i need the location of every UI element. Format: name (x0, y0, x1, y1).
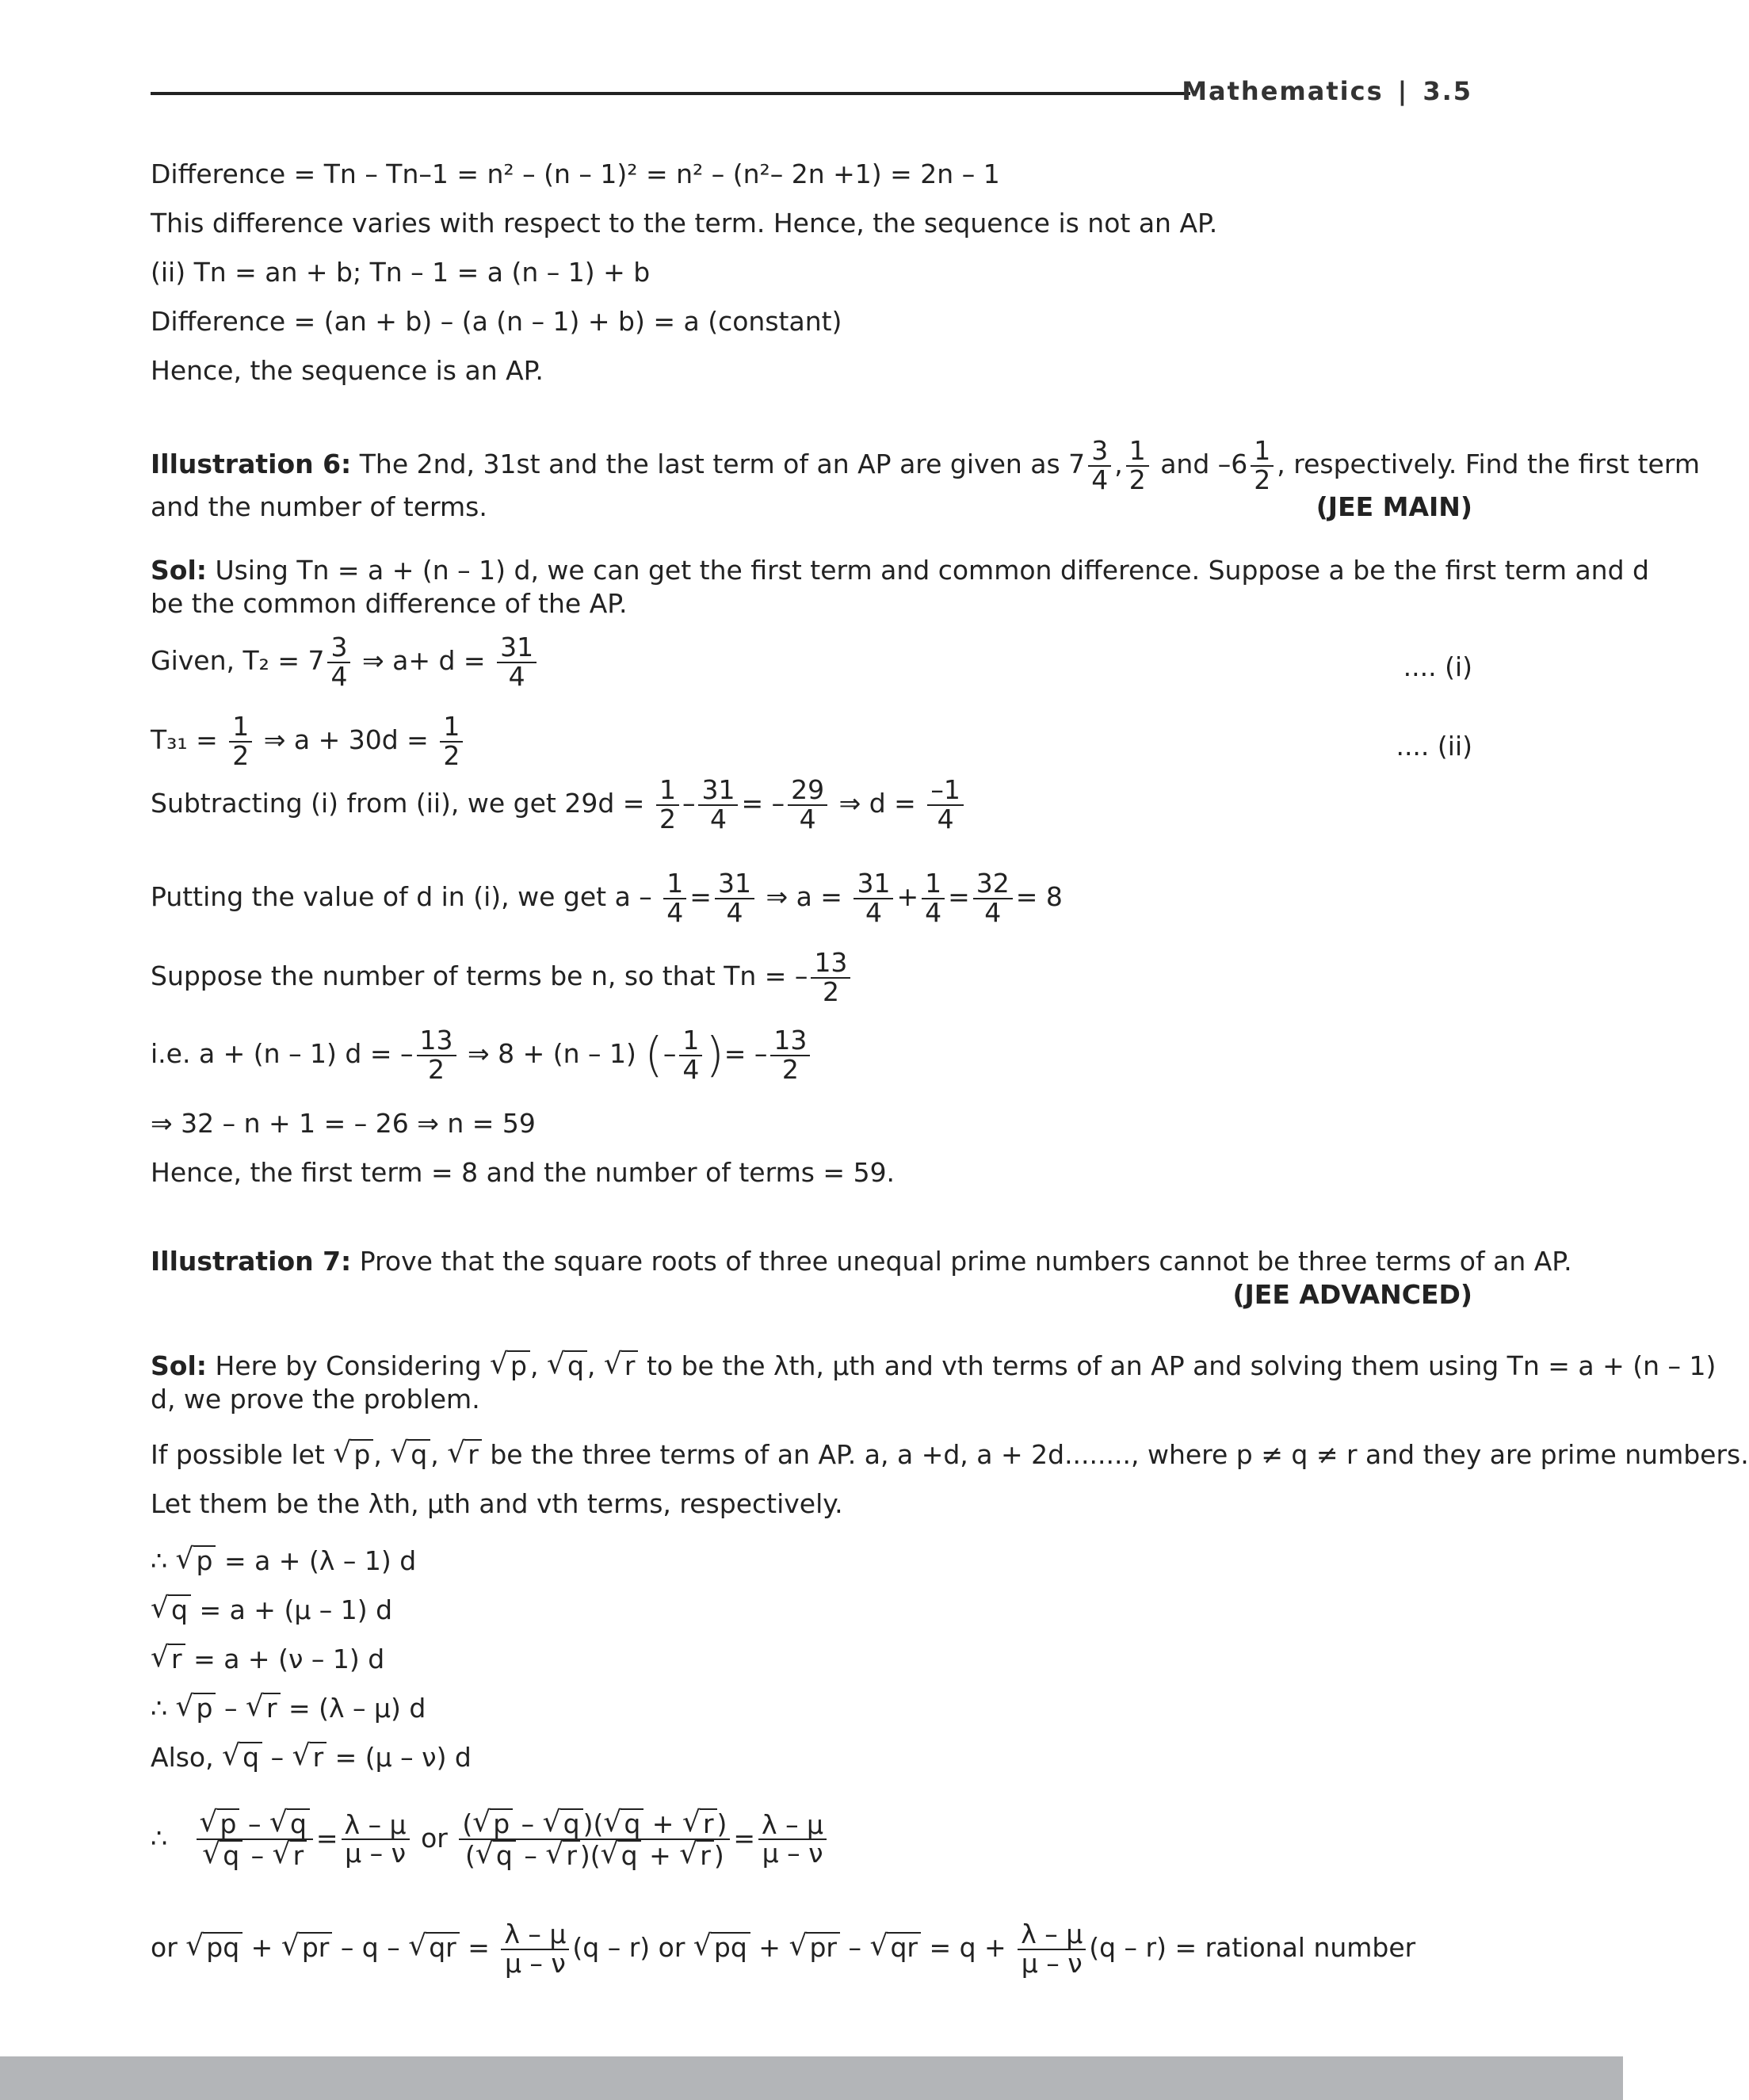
sqrt-p: √ p (350, 1439, 373, 1469)
illustration-7-text: Prove that the square roots of three unequal prime numbers cannot be three terms of an AP. (359, 1246, 1572, 1277)
sol-6-line-1 (151, 555, 1649, 586)
fraction: $\frac{32}{4}$ (973, 870, 1013, 926)
fraction-1-2b: $\frac{1}{2}$ (1251, 437, 1274, 494)
sqrt-p: √ p (193, 1545, 216, 1575)
eq-q-minus-r: Also, √ q – √ r = (μ – ν) d (151, 1742, 472, 1773)
rational-number-text: = rational number (1174, 1932, 1416, 1964)
putting-line: Putting the value of d in (i), we get a – $\frac{1}{4}$ = $\frac{31}{4}$ ⇒ a = $\frac{31}{4}$ + $\frac{1}{4}$ = $\frac{32}{4}$ = 8 (151, 868, 1063, 928)
t31-text: T₃₁ = (151, 724, 218, 756)
suppose-text: Suppose the number of terms be n, so that Tn = – (151, 960, 808, 992)
ie-text: i.e. a + (n – 1) d = – (151, 1038, 414, 1070)
fraction: $\frac{29}{4}$ (788, 777, 827, 833)
fraction: $\frac{1}{4}$ (922, 870, 945, 926)
illustration-6-text-a: The 2nd, 31st and the last term of an AP are given as 7 (359, 449, 1086, 480)
illustration-6-statement: Illustration 6: The 2nd, 31st and the last term of an AP are given as 7 $\frac{3}{4}$ , $\frac{1}{2}$ and –6 $\frac{1}{2}$ , respectively. Find the first term (151, 435, 1700, 495)
fraction: $\frac{\lambda - \mu}{\mu - \nu}$ (342, 1812, 410, 1868)
fraction-3-4: $\frac{3}{4}$ (1088, 437, 1111, 494)
given-line (151, 634, 540, 690)
eq-p-minus-r: ∴ √ p – √ r = (λ – μ) d (151, 1693, 426, 1724)
t31-line (151, 713, 466, 769)
fraction: $\frac{1}{4}$ (679, 1027, 702, 1083)
header-separator: | (1397, 76, 1409, 106)
therefore-symbol: ∴ (151, 1822, 167, 1854)
t31-arrow: ⇒ a + 30d = (263, 724, 429, 756)
sol-7-line-1: Sol: Here by Considering √ p , √ q , √ r to be the λth, μth and vth terms of an AP and solving them using Tn = a + (n – 1) (151, 1350, 1716, 1381)
eq-sqrt-q-rhs: = a + (μ – 1) d (199, 1594, 393, 1625)
also-text: Also, (151, 1742, 214, 1773)
fraction: $\frac{-1}{4}$ (927, 777, 964, 833)
sqrt-r: √ r (621, 1350, 639, 1380)
given-arrow: ⇒ a+ d = (361, 645, 486, 677)
illustration-6-text-b: and –6 (1160, 449, 1248, 480)
if-possible-line: If possible let √ p , √ q , √ r be the three terms of an AP. a, a +d, a + 2d........, where p ≠ q ≠ r and they are prime numbers. (151, 1439, 1749, 1470)
sqrt-q: √ q (239, 1742, 262, 1772)
fraction: $\frac{13}{2}$ (417, 1027, 456, 1083)
or-text: or (421, 1822, 448, 1854)
or-text: or (151, 1932, 178, 1964)
fraction: $\frac{\lambda - \mu}{\mu - \nu}$ (1018, 1921, 1086, 1977)
illustration-6-text-c: , respectively. Find the first term (1277, 449, 1700, 480)
illustration-7-statement (151, 1246, 1572, 1277)
illustration-6-label: Illustration 6: (151, 449, 352, 480)
difference-line-2: Difference = (an + b) – (a (n – 1) + b) = a (constant) (151, 306, 842, 337)
d-arrow: ⇒ d = (838, 788, 916, 819)
fraction: $\frac{1}{4}$ (663, 870, 686, 926)
n-equals-59-line: ⇒ 32 – n + 1 = – 26 ⇒ n = 59 (151, 1108, 536, 1139)
sol-7-text-a: Here by Considering (215, 1350, 482, 1381)
fraction: $\frac{31}{4}$ (698, 777, 738, 833)
eq-q-minus-r-rhs: = (μ – ν) d (334, 1742, 472, 1773)
fraction: $\frac{\lambda - \mu}{\mu - \nu}$ (758, 1812, 827, 1868)
running-header (1182, 76, 1472, 106)
fraction: √ p – √ q √ q – √ r (197, 1808, 313, 1871)
putting-arrow: ⇒ a = (766, 881, 842, 913)
eq-sqrt-p: ∴ √ p = a + (λ – 1) d (151, 1545, 416, 1576)
sol-label-7: Sol: (151, 1350, 207, 1381)
equation-ref-ii: .... (ii) (1396, 731, 1472, 762)
sqrt-p: √ p (193, 1693, 216, 1723)
fraction: $\frac{1}{2}$ (440, 713, 463, 769)
fraction: $\frac{3}{4}$ (327, 634, 350, 690)
hence-first-term-line: Hence, the first term = 8 and the number of terms = 59. (151, 1157, 896, 1188)
sol-7-text-b: to be the λth, μth and vth terms of an AP and solving them using Tn = a + (n – 1) (646, 1350, 1717, 1381)
sol-6-line-2: be the common difference of the AP. (151, 588, 628, 619)
illustration-7-label: Illustration 7: (151, 1246, 352, 1277)
subtracting-text: Subtracting (i) from (ii), we get 29d = (151, 788, 645, 819)
rational-line: or √ pq + √ pr – q – √ qr = $\frac{\lambda - \mu}{\mu - \nu}$ (q – r) or √ pq + √ pr – √ qr = q + $\frac{\lambda - \mu}{\mu - \nu}$ (q – r) = rational number (151, 1921, 1415, 1977)
sqrt-r: √ r (464, 1439, 482, 1469)
let-them-line: Let them be the λth, μth and vth terms, respectively. (151, 1488, 843, 1519)
eq-p-minus-r-rhs: = (λ – μ) d (288, 1693, 426, 1724)
difference-line-1: Difference = Tn – Tn–1 = n² – (n – 1)² = n² – (n²– 2n +1) = 2n – 1 (151, 158, 1000, 189)
or-text: or (658, 1932, 685, 1964)
fraction: $\frac{31}{4}$ (497, 634, 537, 690)
illustration-6-text-d: and the number of terms. (151, 491, 487, 522)
sqrt-r: √ r (310, 1742, 327, 1772)
sqrt-r: √ r (168, 1644, 185, 1674)
ie-arrow: ⇒ 8 + (n – 1) (468, 1038, 636, 1070)
if-possible-text-a: If possible let (151, 1439, 325, 1470)
sqrt-p: √ p (507, 1350, 530, 1380)
fraction: $\frac{1}{2}$ (229, 713, 252, 769)
header-rule (151, 92, 1190, 95)
eq-sqrt-r (151, 1644, 384, 1674)
equation-ref-i: .... (i) (1403, 651, 1472, 682)
fraction: $\frac{\lambda - \mu}{\mu - \nu}$ (501, 1921, 569, 1977)
not-ap-line: This difference varies with respect to the term. Hence, the sequence is not an AP. (151, 208, 1218, 239)
footer-band (0, 2056, 1623, 2100)
fraction: $\frac{13}{2}$ (770, 1027, 810, 1083)
putting-text: Putting the value of d in (i), we get a – (151, 881, 652, 913)
subtracting-line: Subtracting (i) from (ii), we get 29d = $\frac{1}{2}$ – $\frac{31}{4}$ = – $\frac{29}{4}$ ⇒ d = $\frac{-1}{4}$ (151, 777, 967, 833)
fraction: $\frac{1}{2}$ (656, 777, 679, 833)
fraction: $\frac{13}{2}$ (811, 949, 850, 1006)
sqrt-q: √ q (564, 1350, 587, 1380)
tn-linear-line: (ii) Tn = an + b; Tn – 1 = a (n – 1) + b (151, 257, 651, 288)
jee-main-tag: (JEE MAIN) (1316, 491, 1472, 522)
sqrt-q: √ q (407, 1439, 430, 1469)
equals-8: = 8 (1015, 881, 1063, 913)
given-text: Given, T₂ = 7 (151, 645, 325, 677)
suppose-line (151, 949, 853, 1006)
fraction: $\frac{(√ p - √ q )(√ q + √ r )}{(√ q - √ r )(√ q + √ r )}$ (459, 1808, 730, 1871)
fraction: $\frac{31}{4}$ (853, 870, 893, 926)
ratio-line: ∴ √ p – √ q √ q – √ r = $\frac{\lambda - \mu}{\mu - \nu}$ or $\frac{(√ p - √ q )(√ q + √ r )}{(√ q - √ r )(√ q + √ r )}$ = $\frac{\lambda - \mu}{\mu - \nu}$ (151, 1808, 830, 1871)
header-page-number: 3.5 (1422, 76, 1472, 106)
ie-line: i.e. a + (n – 1) d = – $\frac{13}{2}$ ⇒ 8 + (n – 1) (– $\frac{1}{4}$ )= – $\frac{13}{2}$ (151, 1027, 813, 1083)
eq-sqrt-q (151, 1594, 392, 1625)
sol-label: Sol: (151, 555, 207, 586)
sol-7-line-2: d, we prove the problem. (151, 1384, 480, 1415)
sqrt-r: √ r (263, 1693, 281, 1723)
fraction: $\frac{31}{4}$ (715, 870, 754, 926)
eq-sqrt-r-rhs: = a + (ν – 1) d (193, 1644, 385, 1674)
is-ap-line: Hence, the sequence is an AP. (151, 355, 544, 386)
header-subject: Mathematics (1182, 76, 1384, 106)
fraction-1-2: $\frac{1}{2}$ (1126, 437, 1149, 494)
sol-6-text-1: Using Tn = a + (n – 1) d, we can get the first term and common difference. Suppose a be the first term and d (215, 555, 1649, 586)
sqrt-q: √ q (168, 1594, 191, 1625)
jee-advanced-tag: (JEE ADVANCED) (1232, 1279, 1472, 1310)
eq-sqrt-p-rhs: = a + (λ – 1) d (223, 1545, 417, 1576)
if-possible-text-b: be the three terms of an AP. a, a +d, a + 2d........, where p ≠ q ≠ r and they are prime numbers. (490, 1439, 1749, 1470)
